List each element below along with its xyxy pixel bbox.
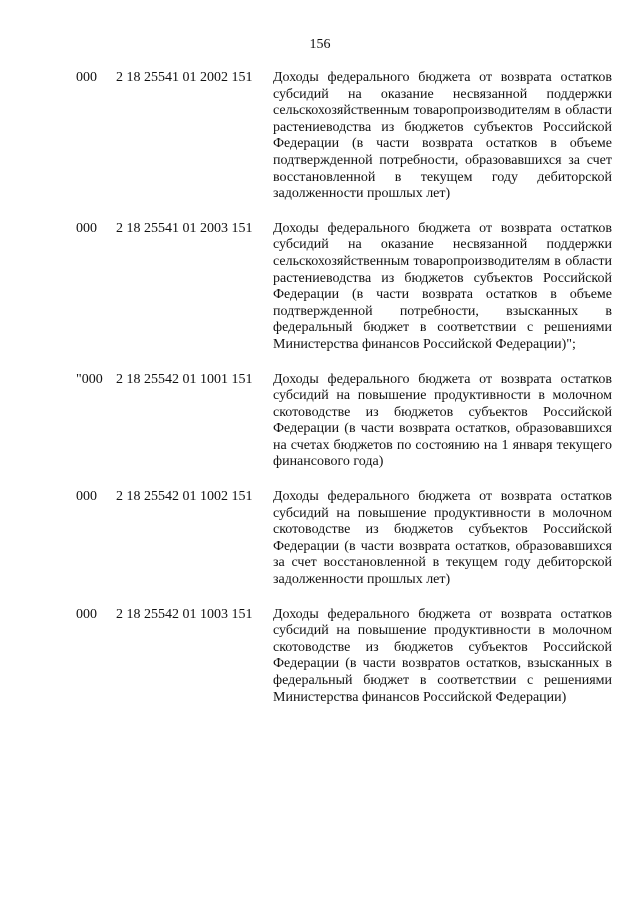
table-row	[0, 489, 640, 589]
admin-code: 000	[76, 70, 97, 85]
budget-classification-code: 2 18 25541 01 2003 151	[116, 220, 253, 236]
admin-code: 000	[76, 220, 97, 236]
admin-code: 000	[76, 606, 97, 622]
income-description: Доходы федерального бюджета от возврата остатков субсидий на оказание несвязанной поддержки сельскохозяйственным товаропроизводителям в области растениеводства из бюджетов субъектов Российской Федерации (в части возврата остатков в объеме подтвержденной потребности, взысканных в федеральный бюджет в соответствии с решениями Министерства финансов Российской Федерации)";	[273, 220, 612, 352]
table-row	[0, 70, 640, 203]
admin-code: 000	[76, 489, 97, 505]
table-row	[0, 221, 640, 354]
page-number: 156	[309, 37, 331, 52]
budget-classification-code: 2 18 25542 01 1003 151	[116, 606, 253, 622]
income-description: Доходы федерального бюджета от возврата остатков субсидий на повышение продуктивности в молочном скотоводстве из бюджетов субъектов Российской Федерации (в части возврата остатков, образовавшихся за счет восстановленной в текущем году дебиторской задолженности прошлых лет)	[273, 489, 612, 588]
budget-code-table	[0, 70, 640, 724]
income-description: Доходы федерального бюджета от возврата остатков субсидий на оказание несвязанной поддержки сельскохозяйственным товаропроизводителям в области растениеводства из бюджетов субъектов Российской Федерации (в части возврата остатков в объеме подтвержденной потребности, образовавшихся за счет восстановленной в текущем году дебиторской задолженности прошлых лет)	[273, 70, 612, 202]
table-row	[0, 372, 640, 472]
budget-classification-code: 2 18 25542 01 1002 151	[116, 489, 253, 505]
income-description: Доходы федерального бюджета от возврата остатков субсидий на повышение продуктивности в молочном скотоводстве из бюджетов субъектов Российской Федерации (в части возвратов остатков, взысканных в федеральный бюджет в соответствии с решениями Министерства финансов Российской Федерации)	[273, 606, 612, 705]
table-row	[0, 607, 640, 707]
budget-classification-code: 2 18 25541 01 2002 151	[116, 70, 253, 85]
budget-classification-code: 2 18 25542 01 1001 151	[116, 371, 253, 387]
income-description: Доходы федерального бюджета от возврата остатков субсидий на повышение продуктивности в молочном скотоводстве из бюджетов субъектов Российской Федерации (в части возврата остатков, образовавшихся на счетах бюджетов по состоянию на 1 января текущего финансового года)	[273, 371, 612, 470]
admin-code: "000	[76, 371, 103, 387]
